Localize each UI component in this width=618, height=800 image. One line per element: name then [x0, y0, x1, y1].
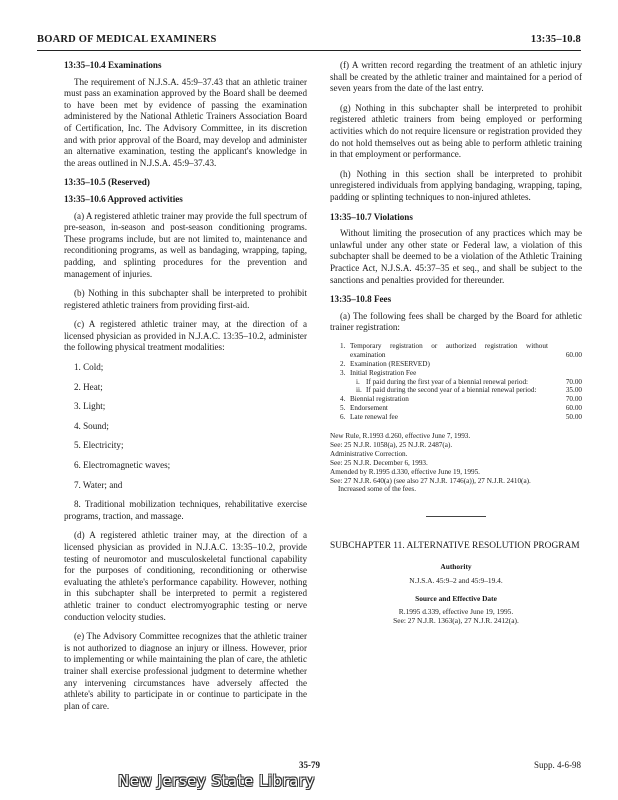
history-line: Amended by R.1995 d.330, effective June 19, 1995.: [330, 467, 480, 476]
authority-text: N.J.S.A. 45:9–2 and 45:9–19.4.: [409, 575, 503, 585]
running-header: [37, 34, 581, 50]
fee-num: i.: [356, 377, 360, 386]
paragraph-violations: Without limiting the prosecution of any practices which may be unlawful under any other state or Federal law, a violation of this subchapter shall be deemed to be a violation of the Athletic Training Practice Act, N.J.S.A. 45:37–35 et seq., and shall be subject to the sanctions and penalties provided for thereunder.: [330, 228, 582, 285]
paragraph-g: (g) Nothing in this subchapter shall be interpreted to prohibit registered athletic trainers from being employed or performing activities which do not require licensure or registration provided they do not hold themselves out as being able to perform athletic training in that employment or performance.: [330, 102, 582, 160]
subchapter-title: SUBCHAPTER 11. ALTERNATIVE RESOLUTION PROGRAM: [330, 541, 580, 552]
section-heading-10-4: 13:35–10.4 Examinations: [64, 60, 162, 70]
fee-row: [330, 386, 582, 395]
fee-row: [330, 369, 582, 378]
modalities-list: [64, 362, 307, 522]
paragraph-e: (e) The Advisory Committee recognizes that the athletic trainer is not authorized to diagnose an injury or illness. However, prior to implementing or while maintaining the plan of care, the athletic trainer shall exercise professional judgment to determine whether any intervening circumstances have adversely affected the athlete's ability to participate in or continue to participate in the plan of care.: [64, 631, 307, 711]
paragraph-b: (b) Nothing in this subchapter shall be interpreted to prohibit registered athletic trainers from providing first-aid.: [64, 288, 307, 310]
list-item: 5. Electricity;: [74, 440, 124, 451]
list-item: 3. Light;: [74, 401, 106, 412]
authority-heading: Authority: [440, 561, 472, 571]
source-heading: Source and Effective Date: [415, 593, 497, 603]
fee-amount: 50.00: [565, 413, 582, 422]
header-title: BOARD OF MEDICAL EXAMINERS: [37, 34, 217, 45]
header-section: 13:35–10.8: [530, 34, 581, 45]
fee-row: [330, 360, 582, 369]
list-item: 1. Cold;: [74, 362, 104, 373]
paragraph-f: (f) A written record regarding the treatment of an athletic injury shall be created by the athletic trainer and maintained for a period of seven years from the date of the last entry.: [330, 60, 582, 94]
fee-num: 5.: [340, 404, 346, 413]
left-column: [64, 60, 307, 720]
paragraph-examinations: The requirement of N.J.S.A. 45:9–37.43 that an athletic trainer must pass an examination approved by the Board shall be deemed to have been met by evidence of passing the examination administered by the National Athletic Trainers Association Board of Certification, Inc. The Advisory Committee, in its discretion and with prior approval of the Board, may develop and administer an alternative examination, testing the applicant's knowledge in the areas outlined in N.J.S.A. 45:9–37.43.: [64, 76, 307, 168]
fee-text: Examination (RESERVED): [350, 359, 430, 368]
list-item: 4. Sound;: [74, 420, 109, 431]
fee-text: If paid during the first year of a biennial renewal period:: [366, 377, 529, 386]
history-line: Administrative Correction.: [330, 449, 408, 458]
fee-num: 3.: [340, 368, 346, 377]
source-line: R.1995 d.339, effective June 19, 1995.: [398, 607, 514, 617]
fee-row: [330, 378, 582, 387]
fee-amount: 60.00: [565, 404, 582, 413]
fee-num: 4.: [340, 395, 346, 404]
paragraph-h: (h) Nothing in this section shall be interpreted to prohibit unregistered individuals from applying bandaging, wrapping, taping, padding or splinting techniques to non-injured athletes.: [330, 168, 582, 202]
history-line: Increased some of the fees.: [338, 485, 417, 494]
fee-text: Endorsement: [350, 404, 388, 413]
history-line: See: 25 N.J.R. 1058(a), 25 N.J.R. 2487(a).: [330, 440, 453, 449]
history-line: See: 27 N.J.R. 640(a) (see also 27 N.J.R. 1746(a)), 27 N.J.R. 2410(a).: [330, 476, 531, 485]
fee-text: Initial Registration Fee: [350, 368, 417, 377]
fee-table: [330, 342, 582, 422]
page-number: 35-79: [299, 760, 320, 770]
fee-row: [330, 395, 582, 404]
fee-amount: 70.00: [565, 395, 582, 404]
section-heading-10-6: 13:35–10.6 Approved activities: [64, 193, 183, 204]
paragraph-d: (d) A registered athletic trainer may, at the direction of a licensed physician as provided in N.J.A.C. 13:35–10.2, provide testing of neuromotor and musculoskeletal functional capability for the purposes of conditioning, reconditioning or otherwise evaluating the athlete's performance capability. However, nothing in this subchapter shall be interpreted to permit a registered athletic trainer to conduct electromyographic testing or nerve conduction velocity studies.: [64, 530, 307, 622]
list-item: 6. Electromagnetic waves;: [74, 460, 171, 471]
section-heading-10-5: 13:35–10.5 (Reserved): [64, 177, 150, 188]
fee-amount: 35.00: [565, 386, 582, 395]
fee-text: Late renewal fee: [350, 413, 398, 422]
paragraph-c: (c) A registered athletic trainer may, at the direction of a licensed physician as provided in N.J.A.C. 13:35–10.2, administer the following physical treatment modalities:: [64, 319, 307, 353]
fee-text: Biennial registration: [350, 395, 409, 404]
list-item: 2. Heat;: [74, 381, 103, 392]
fee-num: ii.: [356, 386, 362, 395]
list-item: 7. Water; and: [74, 479, 123, 490]
history-line: New Rule, R.1993 d.260, effective June 7, 1993.: [330, 432, 471, 441]
section-heading-10-7: 13:35–10.7 Violations: [330, 211, 413, 222]
fee-num: 1.: [340, 341, 346, 350]
history-line: See: 25 N.J.R. December 6, 1993.: [330, 458, 428, 467]
list-item: 8. Traditional mobilization techniques, rehabilitative exercise programs, traction, and massage.: [64, 499, 307, 521]
fee-num: 2.: [340, 359, 346, 368]
source-text: [330, 607, 582, 625]
paragraph-fees-intro: (a) The following fees shall be charged by the Board for athletic trainer registration:: [330, 310, 582, 333]
library-stamp: New Jersey State Library: [118, 772, 315, 790]
fee-text: Temporary registration or authorized registration without examination: [350, 341, 548, 359]
paragraph-a: (a) A registered athletic trainer may provide the full spectrum of pre-season, in-season and post-season conditioning programs. These programs include, but are not limited to, maintenance and reconditioning programs, as well as bandaging, wrapping, taping, padding, and splinting procedures for the prevention and management of injuries.: [64, 210, 307, 279]
history-notes: [330, 432, 582, 494]
fee-text: If paid during the second year of a biennial renewal period:: [366, 386, 537, 395]
section-heading-10-8: 13:35–10.8 Fees: [330, 294, 392, 305]
section-divider: [426, 516, 486, 517]
right-column: [330, 60, 582, 633]
supplement-date: Supp. 4-6-98: [534, 760, 581, 770]
fee-amount: 70.00: [565, 377, 582, 386]
source-line: See: 27 N.J.R. 1363(a), 27 N.J.R. 2412(a).: [393, 616, 519, 626]
fee-amount: 60.00: [565, 350, 582, 359]
fee-row: [330, 404, 582, 413]
header-rule: [37, 50, 581, 51]
fee-row: [330, 413, 582, 422]
fee-row: [330, 342, 582, 360]
fee-num: 6.: [340, 413, 346, 422]
